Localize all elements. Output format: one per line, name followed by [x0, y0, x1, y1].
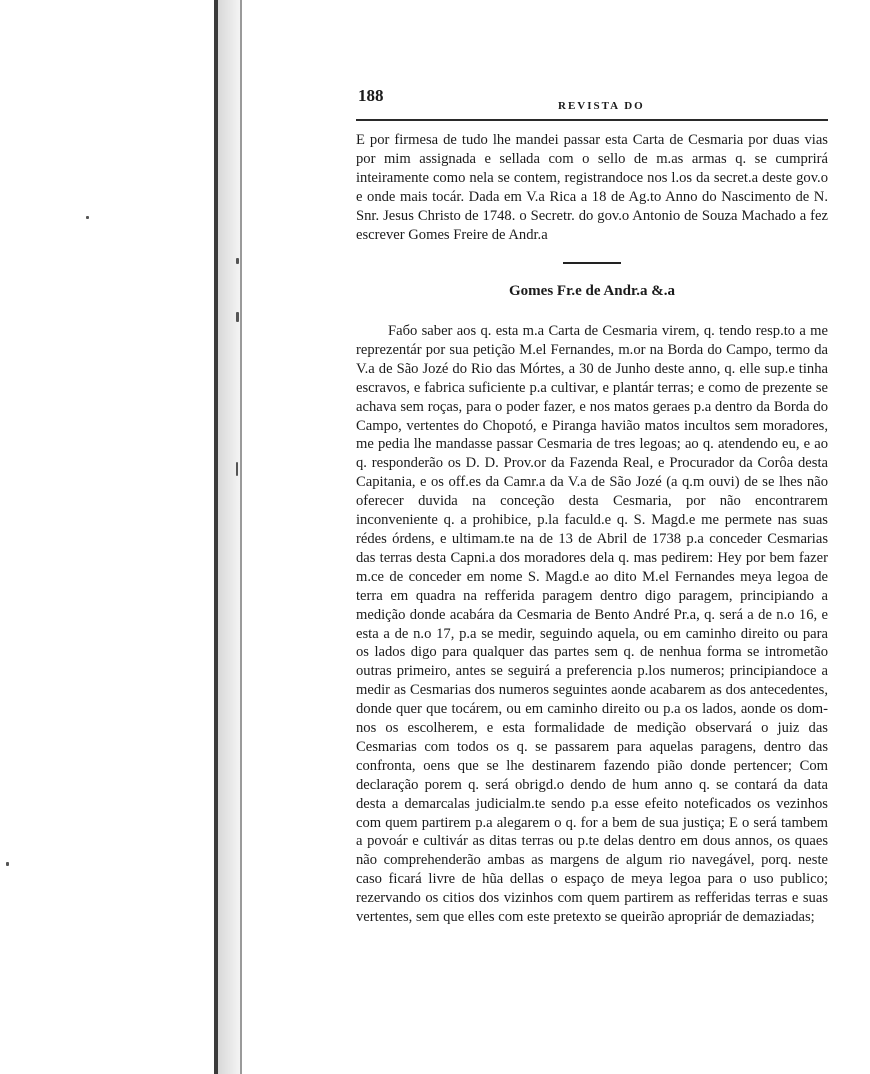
section-heading: Gomes Fr.e de Andr.a &.a — [509, 283, 675, 299]
book-binding-gutter — [0, 0, 250, 1074]
scan-speck — [236, 312, 239, 322]
binding-edge-light — [240, 0, 242, 1074]
closing-paragraph-block — [356, 131, 828, 244]
header-rule — [356, 119, 828, 121]
scan-speck — [236, 462, 238, 476]
scan-speck — [236, 258, 239, 264]
scan-speck — [6, 862, 9, 866]
charter-body-block — [356, 322, 828, 927]
scan-speck — [86, 216, 89, 219]
charter-body-paragraph: Faбo saber aos q. esta m.a Carta de Cesmaria virem, q. tendo resp.to a me reprezentár por sua petição M.el Fernandes, m.or na Borda do Campo, termo da V.a de São Jozé do Rio das Mórtes, a 30 de Junho deste anno, q. elle sup.e tinha escravos, e fabrica suficiente p.a cultivar, e plantár terras; e como de prezente se achava sem roças, para o poder fazer, e nos matos geraes p.a dentro da Borda do Campo, vertentes do Chopotó, e Piranga havião matos incultos sem moradores, me pedia lhe mandasse passar Cesmaria de tres legoas; ao q. atendendo eu, e ao q. responderão os D. D. Prov.or da Fazenda Real, e Procurador da Corôa desta Capitania, e os off.es da Camr.a da V.a de São Jozé (a q.m ouvi) de se lhes não oferecer duvida na conceção desta Cesmaria, por não encontrarem inconveniente q. a prohibice, p.la faculd.e q. S. Magd.e me permete nas suas rédes órdens, e ultimam.te na de 13 de Abril de 1738 p.a conceder Cesmarias das terras desta Capni.a dos moradores dela q. mas pedirem: Hey por bem fazer m.ce de conceder em nome S. Magd.e ao dito M.el Fernandes meya legoa de terra em quadra na refferida paragem dentro digo paragem, principiando a medição donde acabára da Cesmaria de Bento André Pr.a, q. será a de n.o 16, e esta a de n.o 17, p.a se medir, seguindo aquela, ou em caminho direito ou para os lados digo para qualquer das partes sem q. de nenhua forma se intrometão outras primeiro, antes se seguirá a preferencia p.los numeros; principiandoce a medir as Cesmarias dos numeros seguintes aonde acabarem as dos antecedentes, donde quer que tocárem, ou em caminho direito ou p.a os lados, aonde os dom-nos os escolherem, e esta formalidade de medição observará o juiz das Cesmarias com todos os q. se passarem para aquelas paragens, dentro das confronta, oens que se lhe destinarem fazendo pião donde pertencer; Com declaração porem q. será obrigd.o dendo de hum anno q. se contará da data desta a demarcalas judicialm.te sendo p.a esse efeito noteficados os vezinhos com quem partirem p.a alegarem o q. for a bem de sua justiça; E o será tambem a povoár e cultivár as ditas terras ou p.te delas dentro em dous annos, os quaes não comprehenderão ambas as margens de algum rio navegável, porq. neste caso ficará livre de hũa dellas o espaço de meya legoa para o uso publico; rezervando os citios dos vizinhos com quem partirem as refferidas terras e suas vertentes, sem que elles com este pretexto se queirão apropriár de demaziadas; — [356, 323, 828, 926]
page-number: 188 — [358, 86, 384, 105]
running-head: REVISTA DO — [558, 100, 645, 112]
gutter-shadow — [218, 0, 240, 1074]
section-divider — [563, 262, 621, 264]
binding-edge-dark — [214, 0, 218, 1074]
closing-paragraph: E por firmesa de tudo lhe mandei passar esta Carta de Cesmaria por duas vias por mim assignada e sellada com o sello de m.as armas q. se cumprirá inteiramente como nela se contem, registrandoce nos l.os da secret.a deste gov.o e onde mais tocár. Dada em V.a Rica a 18 de Ag.to Anno do Nascimento de N. Snr. Jesus Christo de 1748. o Secretr. do gov.o Antonio de Souza Machado a fez escrever Gomes Freire de Andr.a — [356, 132, 828, 243]
